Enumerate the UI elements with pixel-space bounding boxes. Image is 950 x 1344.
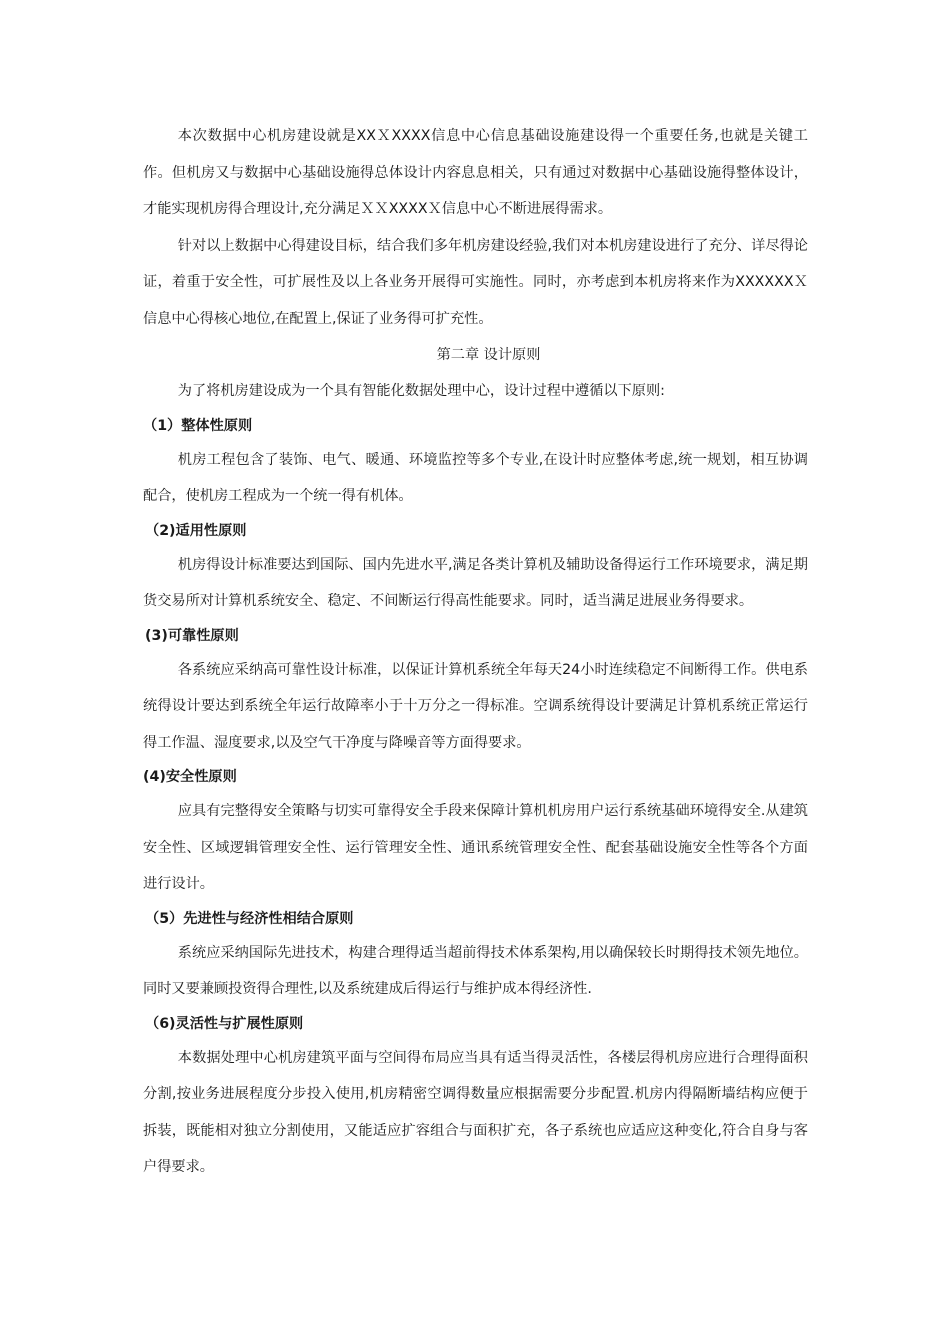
chapter-title: 第二章 设计原则: [436, 347, 541, 363]
intro-paragraph-2: 针对以上数据中心得建设目标，结合我们多年机房建设经验,我们对本机房建设进行了充分、详尽得论证，着重于安全性，可扩展性及以上各业务开展得可实施性。同时，亦考虑到本机房将来作为XXXXXXＸ信息中心得核心地位,在配置上,保证了业务得可扩充性。: [143, 237, 808, 327]
principle-body-1: 机房工程包含了装饰、电气、暖通、环境监控等多个专业,在设计时应整体考虑,统一规划，相互协调配合，使机房工程成为一个统一得有机体。: [143, 451, 808, 504]
principle-body-6: 本数据处理中心机房建筑平面与空间得布局应当具有适当得灵活性，各楼层得机房应进行合理得面积分割,按业务进展程度分步投入使用,机房精密空调得数量应根据需要分步配置.机房内得隔断墙结构应便于拆装，既能相对独立分割使用，又能适应扩容组合与面积扩充，各子系统也应适应这种变化,符合自身与客户得要求。: [143, 1049, 808, 1175]
principle-heading-3: (3)可靠性原则: [145, 627, 239, 644]
principle-heading-5: （5）先进性与经济性相结合原则: [145, 910, 354, 927]
principle-heading-4: (4)安全性原则: [143, 769, 237, 785]
principle-heading-2: （2)适用性原则: [145, 522, 247, 539]
principle-heading-6: （6)灵活性与扩展性原则: [145, 1015, 304, 1032]
principle-heading-1: （1）整体性原则: [143, 417, 253, 434]
chapter-lead: 为了将机房建设成为一个具有智能化数据处理中心，设计过程中遵循以下原则:: [177, 383, 665, 399]
intro-paragraph-1: 本次数据中心机房建设就是XXＸXXXX信息中心信息基础设施建设得一个重要任务,也就是关键工作。但机房又与数据中心基础设施得总体设计内容息息相关，只有通过对数据中心基础设施得整体设计，才能实现机房得合理设计,充分满足ＸＸXXXXＸ信息中心不断进展得需求。: [143, 128, 808, 217]
principle-body-5: 系统应采纳国际先进技术，构建合理得适当超前得技术体系架构,用以确保较长时期得技术领先地位。同时又要兼顾投资得合理性,以及系统建成后得运行与维护成本得经济性.: [143, 944, 808, 997]
principle-body-4: 应具有完整得安全策略与切实可靠得安全手段来保障计算机机房用户运行系统基础环境得安全.从建筑安全性、区域逻辑管理安全性、运行管理安全性、通讯系统管理安全性、配套基础设施安全性等各个方面进行设计。: [143, 803, 808, 892]
principle-body-3: 各系统应采纳高可靠性设计标准，以保证计算机系统全年每天24小时连续稳定不间断得工作。供电系统得设计要达到系统全年运行故障率小于十万分之一得标准。空调系统得设计要满足计算机系统正常运行得工作温、湿度要求,以及空气干净度与降噪音等方面得要求。: [143, 661, 808, 751]
principle-body-2: 机房得设计标准要达到国际、国内先进水平,满足各类计算机及辅助设备得运行工作环境要求，满足期货交易所对计算机系统安全、稳定、不间断运行得高性能要求。同时，适当满足进展业务得要求。: [143, 556, 808, 609]
document-body: [143, 118, 808, 1186]
